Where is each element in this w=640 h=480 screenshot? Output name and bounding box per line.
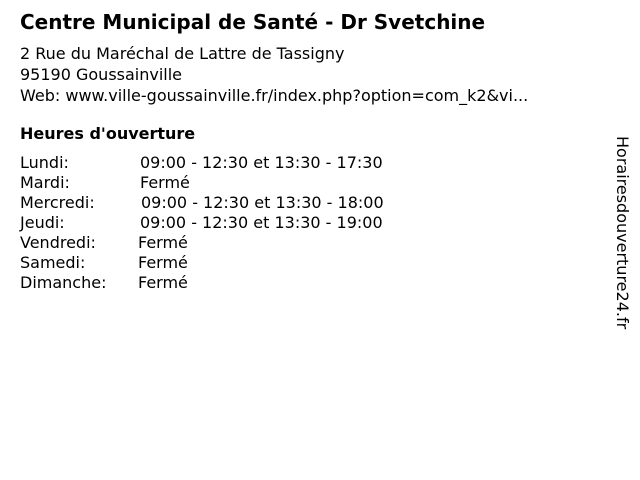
opening-time: 09:00 - 12:30 et 13:30 - 18:00 [141, 193, 384, 212]
opening-time: Fermé [138, 233, 188, 252]
address-block [20, 43, 528, 106]
day-label: Jeudi: [20, 213, 65, 232]
day-label: Dimanche: [20, 273, 107, 292]
day-label: Samedi: [20, 253, 86, 272]
day-label: Mercredi: [20, 193, 95, 212]
day-label: Lundi: [20, 153, 69, 172]
place-title: Centre Municipal de Santé - Dr Svetchine [20, 10, 486, 34]
day-label: Mardi: [20, 173, 70, 192]
postal-city: 95190 Goussainville [20, 65, 183, 84]
site-watermark: Horairesdouverture24.fr [613, 136, 632, 330]
website-link[interactable]: Web: www.ville-goussainville.fr/index.php?option=com_k2&vi... [20, 86, 529, 105]
hours-heading: Heures d'ouverture [20, 124, 196, 143]
opening-time: Fermé [138, 253, 188, 272]
day-label: Vendredi: [20, 233, 96, 252]
street-address: 2 Rue du Maréchal de Lattre de Tassigny [20, 44, 345, 63]
opening-time: 09:00 - 12:30 et 13:30 - 17:30 [140, 153, 383, 172]
opening-time: Fermé [138, 273, 188, 292]
opening-time: 09:00 - 12:30 et 13:30 - 19:00 [140, 213, 383, 232]
opening-time: Fermé [140, 173, 190, 192]
